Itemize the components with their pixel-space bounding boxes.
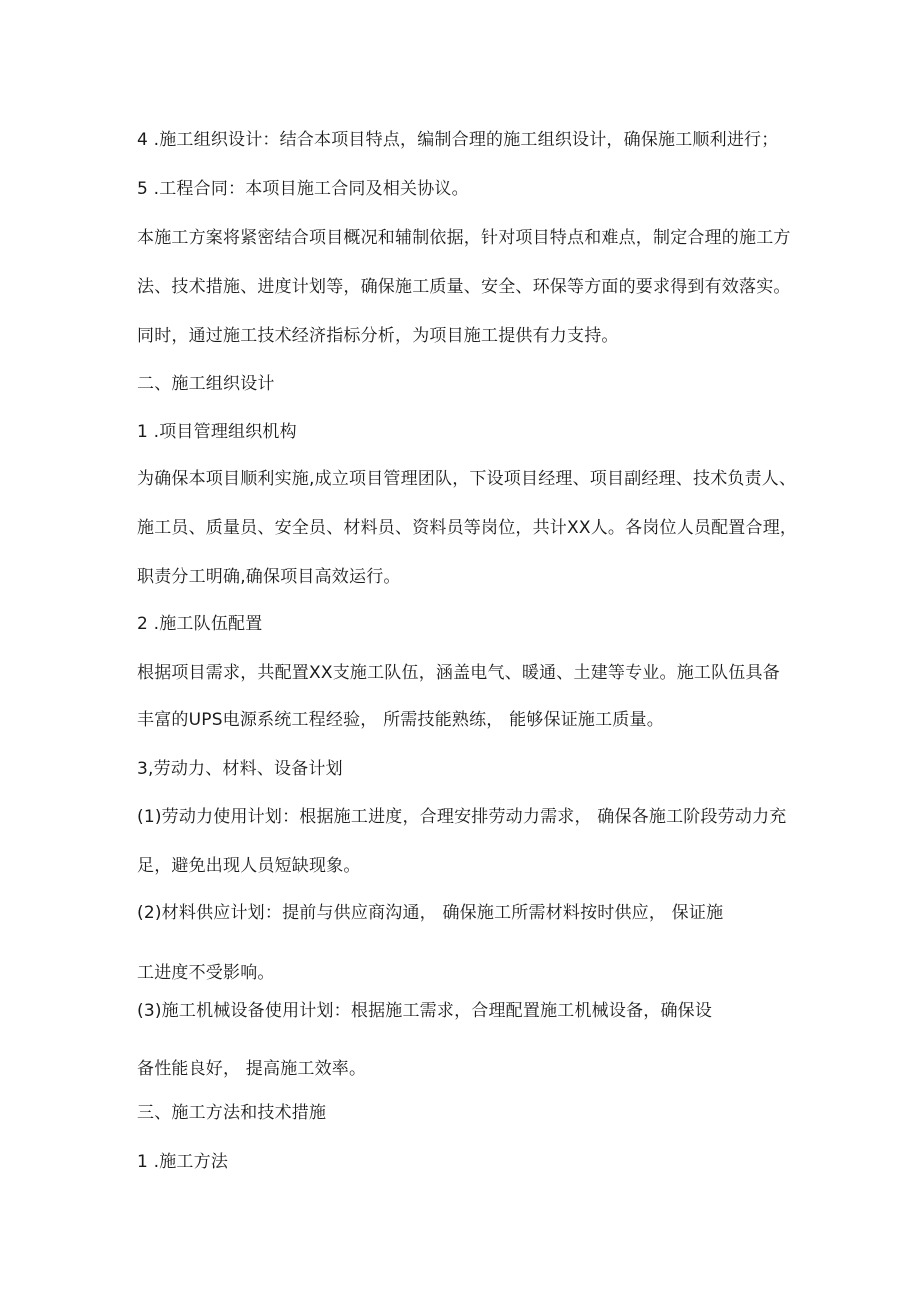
paragraph-line: 同时，通过施工技术经济指标分析，为项目施工提供有力支持。 [137, 326, 619, 346]
subheading-2: 2 .施工队伍配置 [137, 614, 263, 634]
section-heading-2: 二、施工组织设计 [137, 374, 275, 394]
paragraph-line: 工进度不受影响。 [137, 963, 275, 983]
paragraph-line: 法、技术措施、进度计划等，确保施工质量、安全、环保等方面的要求得到有效落实。 [137, 277, 791, 297]
paragraph-line: 为确保本项目顺利实施,成立项目管理团队，下设项目经理、项目副经理、技术负责人、 [137, 469, 797, 489]
paragraph-line: 职责分工明确,确保项目高效运行。 [137, 567, 401, 587]
paragraph-line: (3)施工机械设备使用计划：根据施工需求，合理配置施工机械设备，确保设 [137, 1001, 713, 1021]
list-item-5-contract: 5 .工程合同：本项目施工合同及相关协议。 [137, 179, 469, 199]
list-item-4-construction-design: 4 .施工组织设计：结合本项目特点，编制合理的施工组织设计，确保施工顺利进行； [137, 130, 779, 150]
paragraph-line: (1)劳动力使用计划：根据施工进度，合理安排劳动力需求， 确保各施工阶段劳动力充 [137, 807, 787, 827]
paragraph-line: 备性能良好， 提高施工效率。 [137, 1059, 367, 1079]
paragraph-line: 根据项目需求，共配置XX支施工队伍，涵盖电气、暖通、土建等专业。施工队伍具备 [137, 663, 780, 683]
subheading-3: 3,劳动力、材料、设备计划 [137, 759, 343, 779]
section-heading-3: 三、施工方法和技术措施 [137, 1103, 327, 1123]
paragraph-line: 本施工方案将紧密结合项目概况和辅制依据，针对项目特点和难点，制定合理的施工方 [137, 228, 791, 248]
subheading-construction-method: 1 .施工方法 [137, 1152, 229, 1172]
subheading-1: 1 .项目管理组织机构 [137, 422, 297, 442]
paragraph-line: 足，避免出现人员短缺现象。 [137, 856, 361, 876]
paragraph-line: 丰富的UPS电源系统工程经验， 所需技能熟练， 能够保证施工质量。 [137, 710, 664, 730]
paragraph-line: (2)材料供应计划：提前与供应商沟通， 确保施工所需材料按时供应， 保证施 [137, 903, 724, 923]
paragraph-line: 施工员、质量员、安全员、材料员、资料员等岗位，共计XX人。各岗位人员配置合理， [137, 518, 798, 538]
